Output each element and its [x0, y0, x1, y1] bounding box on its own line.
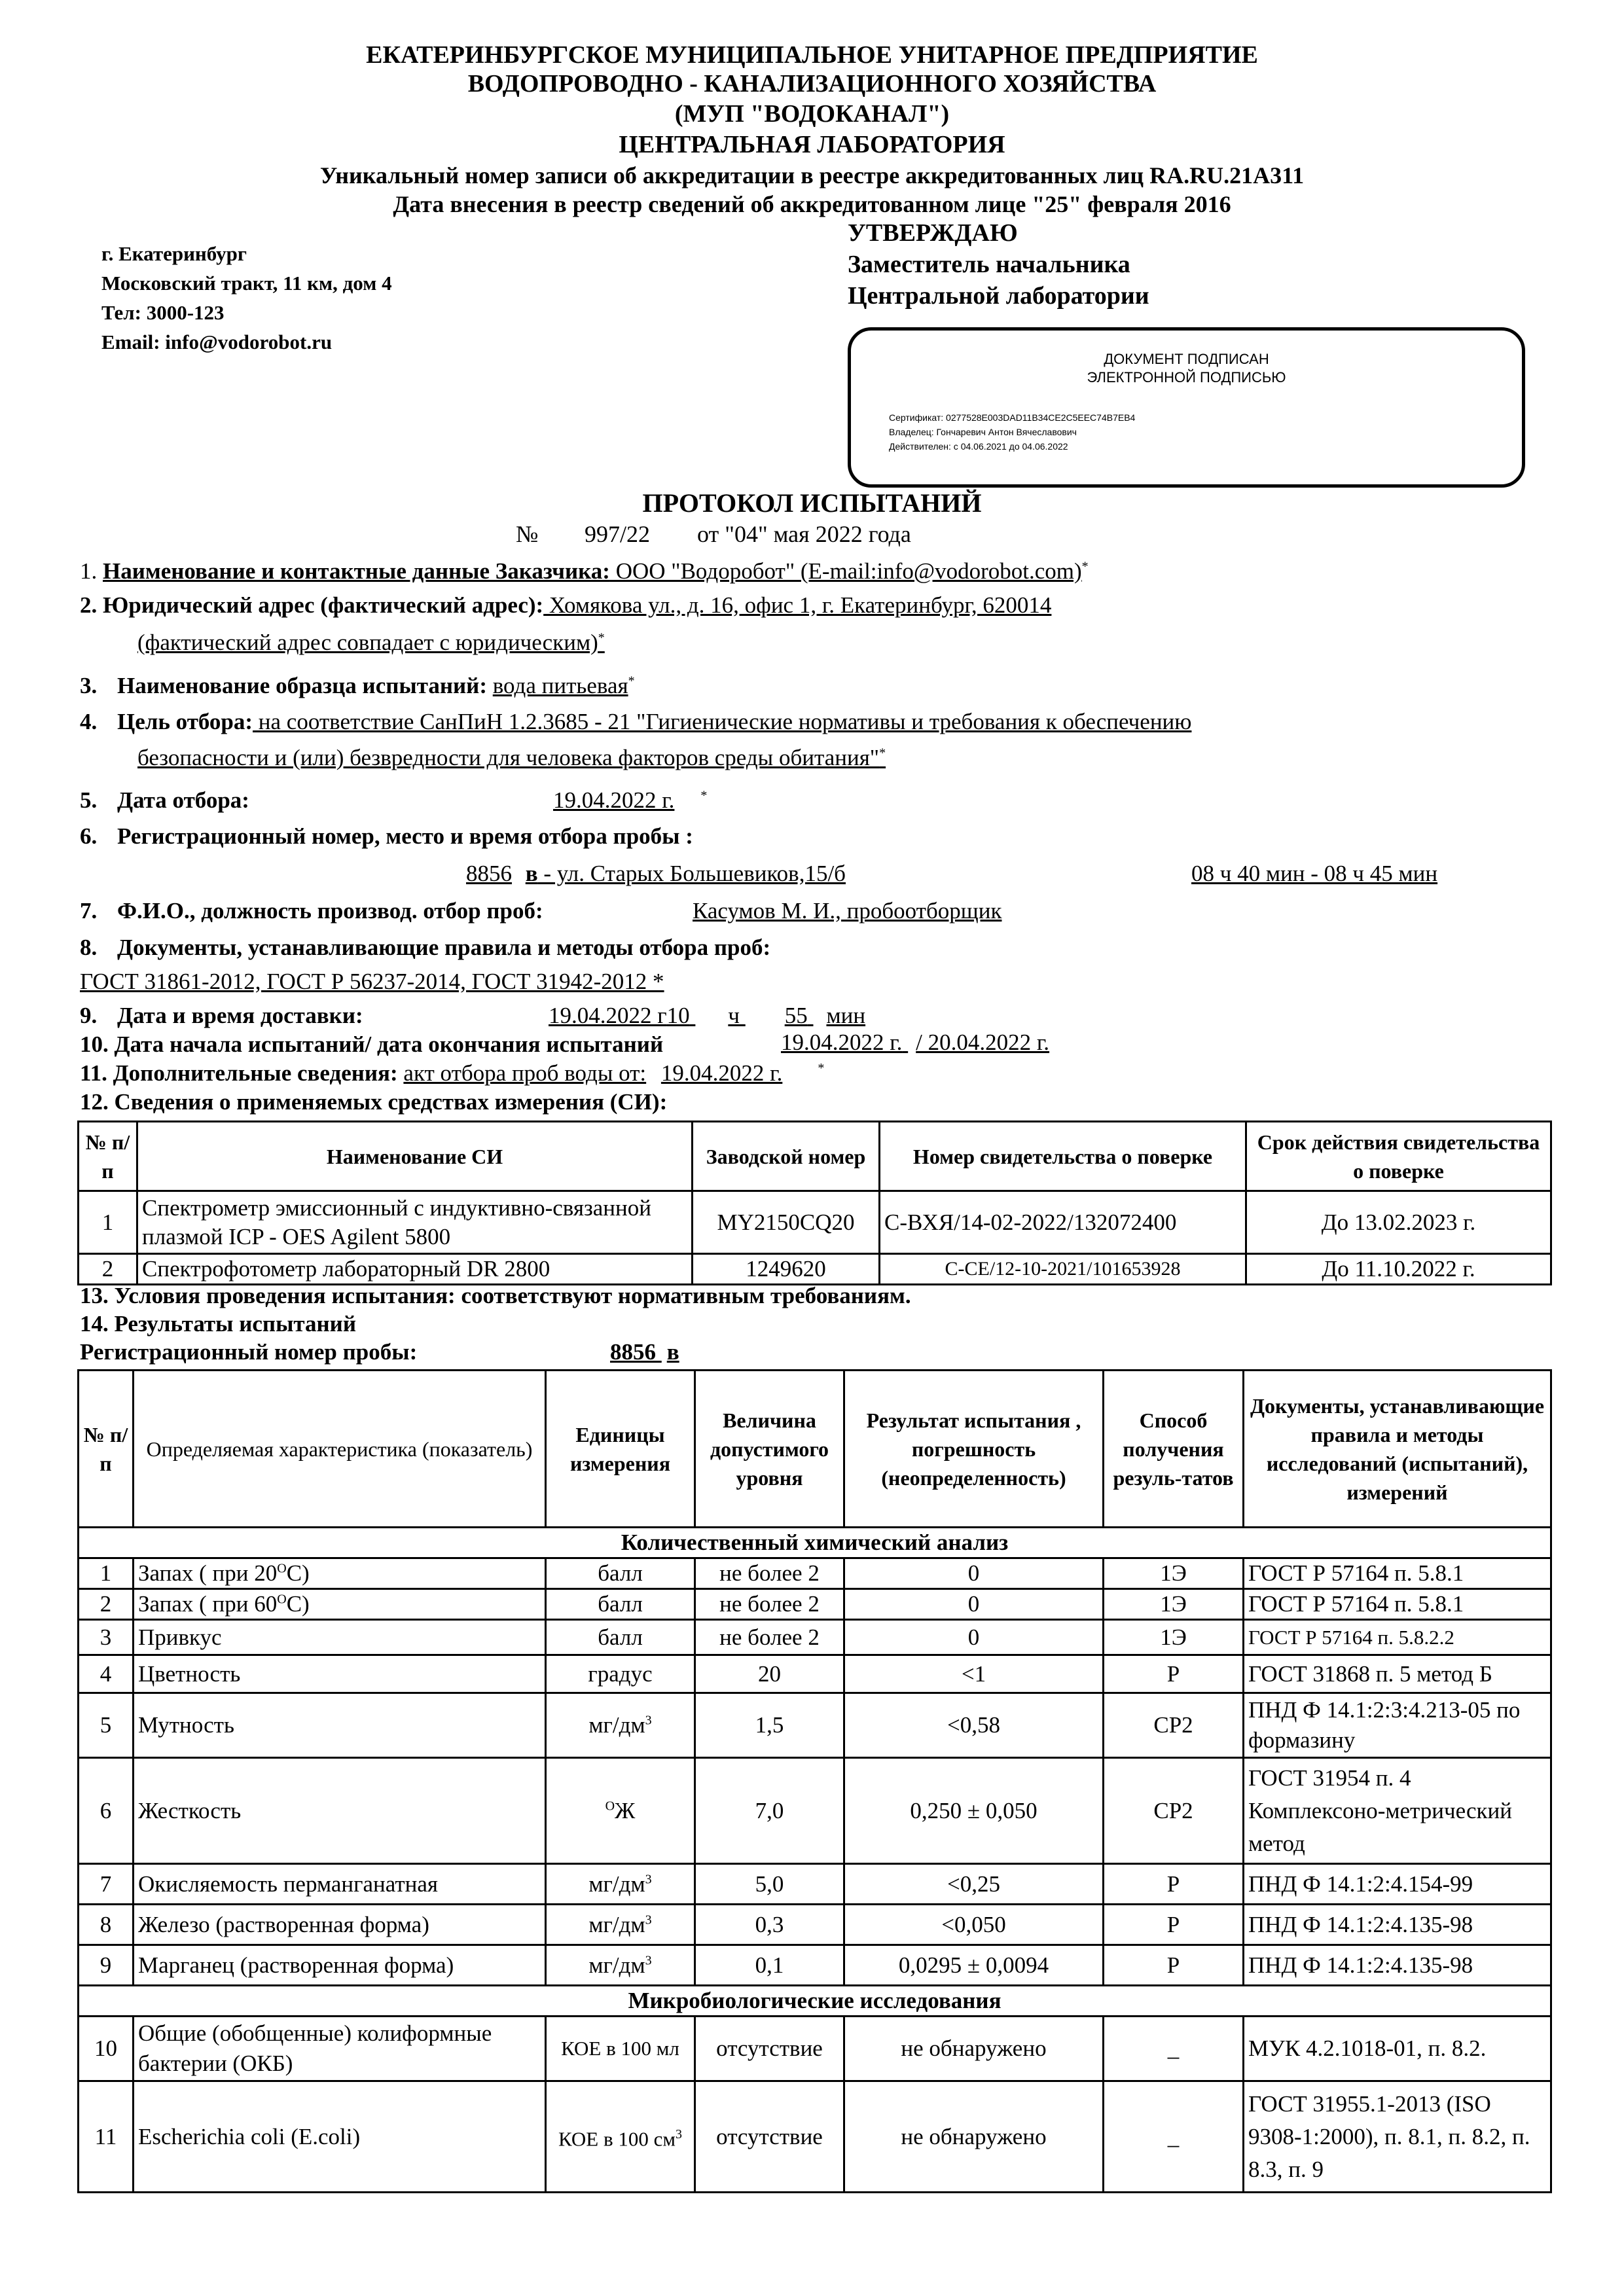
item-10-label: Дата начала испытаний/ дата окончания испытаний	[114, 1031, 664, 1057]
e-signature-stamp	[848, 327, 1525, 488]
item-11-num: 11.	[80, 1060, 107, 1086]
si-table	[77, 1121, 1552, 1285]
res-cell-result: <0,25	[844, 1864, 1104, 1905]
res-cell-method: СР2	[1104, 1758, 1244, 1864]
item-1-label: Наименование и контактные данные Заказчика:	[103, 558, 610, 584]
item-4-value2: безопасности и (или) безвредности для человека факторов среды обитания"	[137, 745, 880, 770]
res-cell-method: СР2	[1104, 1693, 1244, 1758]
item-10-values	[781, 1030, 1049, 1056]
results-header-row	[79, 1371, 1551, 1528]
res-cell-doc: ГОСТ 31955.1-2013 (ISO 9308-1:2000), п. 8.1, п. 8.2, п. 8.3, п. 9	[1244, 2081, 1551, 2193]
res-cell-method: Р	[1104, 1864, 1244, 1905]
results-table	[77, 1369, 1552, 2193]
res-cell-unit: балл	[546, 1620, 695, 1655]
res-cell-unit	[546, 2081, 695, 2193]
res-cell-limit: 5,0	[695, 1864, 844, 1905]
res-cell-method: Р	[1104, 1655, 1244, 1693]
table-row	[79, 1558, 1551, 1589]
item-5-value: 19.04.2022 г.	[553, 787, 675, 813]
address-city: г. Екатеринбург	[101, 242, 247, 265]
si-header-row	[79, 1122, 1551, 1191]
res-col-method: Способ получения резуль-татов	[1104, 1371, 1244, 1528]
unit-sup: 3	[645, 1713, 652, 1728]
res-cell-method: 1Э	[1104, 1620, 1244, 1655]
si-col-serial: Заводской номер	[693, 1122, 880, 1191]
item-1-value: ООО "Водоробот" (E-mail:info@vodorobot.com)	[609, 558, 1082, 584]
res-cell-num: 1	[79, 1558, 134, 1589]
item-9-minute-unit: мин	[826, 1003, 866, 1028]
item-5-num: 5.	[80, 787, 98, 813]
res-cell-result: 0	[844, 1558, 1104, 1589]
si-cell: MY2150CQ20	[693, 1191, 880, 1254]
res-cell-result: 0,0295 ± 0,0094	[844, 1945, 1104, 1986]
accreditation-date: Дата внесения в реестр сведений об аккредитованном лице "25" февраля 2016	[393, 191, 1231, 217]
res-cell-limit: не более 2	[695, 1558, 844, 1589]
item-1-star: *	[1081, 559, 1089, 574]
res-cell-limit: 20	[695, 1655, 844, 1693]
reg-label: Регистрационный номер пробы:	[80, 1339, 418, 1365]
unit-text: мг/дм	[588, 1712, 645, 1738]
res-cell-doc: ГОСТ Р 57164 п. 5.8.1	[1244, 1558, 1551, 1589]
res-cell-doc: ГОСТ 31954 п. 4 Комплексоно-метрический метод	[1244, 1758, 1551, 1864]
res-cell-limit: не более 2	[695, 1589, 844, 1620]
stamp-line2: ЭЛЕКТРОННОЙ ПОДПИСЬЮ	[1087, 369, 1286, 386]
si-col-cert: Номер свидетельства о поверке	[880, 1122, 1246, 1191]
res-cell-unit: балл	[546, 1558, 695, 1589]
section-row	[79, 1986, 1551, 2017]
res-col-result: Результат испытания , погрешность (неопределенность)	[844, 1371, 1104, 1528]
degree-sup: O	[277, 1561, 287, 1576]
address-phone: Тел: 3000-123	[101, 301, 225, 324]
item-9	[80, 1003, 363, 1029]
item-4-value: на соответствие СанПиН 1.2.3685 - 21 "Гигиенические нормативы и требования к обеспечению	[253, 709, 1192, 734]
item-4-star: *	[879, 745, 886, 761]
table-row	[79, 2017, 1551, 2081]
res-name-suffix: С)	[286, 1591, 310, 1617]
item-4-cont	[85, 745, 886, 771]
item-2-value: Хомякова ул., д. 16, офис 1, г. Екатеринбург, 620014	[543, 592, 1052, 618]
table-row	[79, 1620, 1551, 1655]
res-col-docs: Документы, устанавливающие правила и методы исследований (испытаний), измерений	[1244, 1371, 1551, 1528]
degree-sup: O	[277, 1592, 287, 1607]
res-cell-limit: 7,0	[695, 1758, 844, 1864]
approve-role1: Заместитель начальника	[848, 251, 1130, 278]
res-cell-name: Привкус	[134, 1620, 546, 1655]
res-cell-result: <1	[844, 1655, 1104, 1693]
item-9-num: 9.	[80, 1003, 98, 1028]
item-4	[80, 709, 1191, 735]
address-street: Московский тракт, 11 км, дом 4	[101, 272, 392, 295]
item-10-num: 10.	[80, 1031, 109, 1057]
table-row	[79, 1191, 1551, 1254]
item-9-date: 19.04.2022 г	[549, 1003, 667, 1028]
res-cell-method: 1Э	[1104, 1589, 1244, 1620]
item-9-hour: 10	[666, 1003, 690, 1028]
item-6-values	[466, 861, 865, 887]
res-cell-unit	[546, 1945, 695, 1986]
item-8-value: ГОСТ 31861-2012, ГОСТ Р 56237-2014, ГОСТ 31942-2012 *	[80, 969, 664, 994]
item-5-label: Дата отбора:	[117, 787, 249, 813]
res-cell-name	[134, 1558, 546, 1589]
item-2-note: (фактический адрес совпадает с юридическим)	[137, 630, 598, 655]
protocol-date: от "04" мая 2022 года	[697, 521, 911, 547]
res-cell-num: 11	[79, 2081, 134, 2193]
org-name-line2: ВОДОПРОВОДНО - КАНАЛИЗАЦИОННОГО ХОЗЯЙСТВА	[467, 70, 1157, 98]
item-7-label: Ф.И.О., должность производ. отбор проб:	[117, 898, 543, 924]
si-cell: С-СЕ/12-10-2021/101653928	[880, 1254, 1246, 1285]
res-cell-num: 5	[79, 1693, 134, 1758]
item-9-label: Дата и время доставки:	[117, 1003, 363, 1028]
res-cell-doc: ПНД Ф 14.1:2:4.135-98	[1244, 1945, 1551, 1986]
accreditation-number: Уникальный номер записи об аккредитации в реестре аккредитованных лиц RA.RU.21А311	[319, 162, 1305, 188]
si-cell: 2	[79, 1254, 137, 1285]
item-13: 13. Условия проведения испытания: соответствуют нормативным требованиям.	[80, 1283, 911, 1308]
res-cell-num: 7	[79, 1864, 134, 1905]
res-cell-name: Мутность	[134, 1693, 546, 1758]
item-5	[80, 787, 249, 814]
approve-title: УТВЕРЖДАЮ	[848, 219, 1018, 247]
res-cell-name: Цветность	[134, 1655, 546, 1693]
unit-text: мг/дм	[588, 1911, 645, 1937]
org-name-line3: (МУП "ВОДОКАНАЛ")	[674, 100, 950, 128]
table-row	[79, 1693, 1551, 1758]
item-6-num: 6.	[80, 823, 98, 849]
reg-number-row	[80, 1339, 417, 1365]
table-row	[79, 1945, 1551, 1986]
table-row	[79, 2081, 1551, 2193]
si-cell: Спектрофотометр лабораторный DR 2800	[137, 1254, 693, 1285]
res-cell-result: <0,58	[844, 1693, 1104, 1758]
item-10-end: / 20.04.2022 г.	[916, 1030, 1050, 1055]
res-cell-result: не обнаружено	[844, 2081, 1104, 2193]
res-cell-method: Р	[1104, 1945, 1244, 1986]
item-1-num: 1.	[80, 558, 98, 584]
protocol-number: 997/22	[585, 521, 651, 547]
res-cell-method: _	[1104, 2017, 1244, 2081]
res-col-num: № п/п	[79, 1371, 134, 1528]
res-name-suffix: С)	[286, 1560, 310, 1586]
unit-sup: 3	[676, 2126, 682, 2142]
table-row	[79, 1864, 1551, 1905]
res-cell-unit	[546, 1758, 695, 1864]
unit-text: мг/дм	[588, 1952, 645, 1978]
table-row	[79, 1758, 1551, 1864]
res-cell-num: 2	[79, 1589, 134, 1620]
si-cell: 1	[79, 1191, 137, 1254]
item-2-note-row	[85, 630, 605, 656]
item-6-suffix: в	[525, 861, 538, 886]
res-cell-name: Марганец (растворенная форма)	[134, 1945, 546, 1986]
item-5-star: *	[700, 788, 708, 803]
res-cell-num: 3	[79, 1620, 134, 1655]
si-col-num: № п/п	[79, 1122, 137, 1191]
item-3-num: 3.	[80, 673, 98, 698]
res-cell-name: Общие (обобщенные) колиформные бактерии (ОКБ)	[134, 2017, 546, 2081]
item-6-reg: 8856	[466, 861, 512, 886]
res-cell-num: 4	[79, 1655, 134, 1693]
org-name-line1: ЕКАТЕРИНБУРГСКОЕ МУНИЦИПАЛЬНОЕ УНИТАРНОЕ ПРЕДПРИЯТИЕ	[366, 41, 1258, 69]
res-cell-limit: 0,3	[695, 1905, 844, 1945]
item-8-num: 8.	[80, 935, 98, 960]
item-7-value: Касумов М. И., пробоотборщик	[693, 898, 1002, 924]
item-4-label: Цель отбора:	[117, 709, 253, 734]
si-col-name: Наименование СИ	[137, 1122, 693, 1191]
item-4-num: 4.	[80, 709, 98, 734]
res-cell-result: 0	[844, 1589, 1104, 1620]
table-row	[79, 1655, 1551, 1693]
item-8	[80, 935, 770, 961]
res-cell-doc: ГОСТ Р 57164 п. 5.8.2.2	[1244, 1620, 1551, 1655]
item-10-start: 19.04.2022 г.	[781, 1030, 903, 1055]
section-micro: Микробиологические исследования	[79, 1986, 1551, 2017]
res-cell-doc: ПНД Ф 14.1:2:4.135-98	[1244, 1905, 1551, 1945]
table-row	[79, 1254, 1551, 1285]
res-cell-num: 8	[79, 1905, 134, 1945]
unit-text: мг/дм	[588, 1871, 645, 1897]
reg-number-values	[610, 1339, 679, 1365]
item-11-star: *	[818, 1061, 825, 1076]
unit-text: Ж	[615, 1797, 636, 1823]
stamp-valid: Действителен: с 04.06.2021 до 04.06.2022	[889, 441, 1068, 452]
item-9-minute: 55	[784, 1003, 808, 1028]
res-col-limit: Величина допустимого уровня	[695, 1371, 844, 1528]
reg-value: 8856	[610, 1339, 656, 1365]
res-cell-unit	[546, 1693, 695, 1758]
res-name-text: Запах ( при 60	[138, 1591, 278, 1617]
res-cell-unit: КОЕ в 100 мл	[546, 2017, 695, 2081]
res-cell-name: Escherichia coli (E.coli)	[134, 2081, 546, 2193]
item-3	[80, 673, 635, 699]
item-12: 12. Сведения о применяемых средствах измерения (СИ):	[80, 1089, 668, 1115]
res-name-text: Запах ( при 20	[138, 1560, 278, 1586]
res-col-characteristic: Определяемая характеристика (показатель)	[134, 1371, 546, 1528]
degree-sup: O	[605, 1798, 615, 1813]
item-3-star: *	[628, 673, 635, 689]
section-chemical: Количественный химический анализ	[79, 1528, 1551, 1558]
item-10	[80, 1031, 663, 1058]
address-block	[101, 239, 392, 357]
si-cell: С-ВХЯ/14-02-2022/132072400	[880, 1191, 1246, 1254]
si-col-valid: Срок действия свидетельства о поверке	[1246, 1122, 1551, 1191]
res-cell-name	[134, 1589, 546, 1620]
res-cell-result: <0,050	[844, 1905, 1104, 1945]
item-11-label: Дополнительные сведения:	[113, 1060, 398, 1086]
res-cell-num: 6	[79, 1758, 134, 1864]
unit-sup: 3	[645, 1871, 652, 1886]
item-11	[80, 1060, 824, 1086]
res-cell-limit: 1,5	[695, 1693, 844, 1758]
item-5-value-row	[553, 787, 707, 814]
stamp-owner: Владелец: Гончаревич Антон Вячеславович	[889, 427, 1077, 437]
item-6-time: 08 ч 40 мин - 08 ч 45 мин	[1191, 861, 1438, 886]
res-cell-doc: ПНД Ф 14.1:2:4.154-99	[1244, 1864, 1551, 1905]
lab-name: ЦЕНТРАЛЬНАЯ ЛАБОРАТОРИЯ	[619, 131, 1005, 158]
item-11-value: акт отбора проб воды от:	[403, 1060, 647, 1086]
res-col-units: Единицы измерения	[546, 1371, 695, 1528]
res-cell-result: 0,250 ± 0,050	[844, 1758, 1104, 1864]
item-8-label: Документы, устанавливающие правила и методы отбора проб:	[117, 935, 771, 960]
item-2-label: Юридический адрес (фактический адрес):	[103, 592, 544, 618]
approve-block	[848, 217, 1149, 312]
res-cell-num: 9	[79, 1945, 134, 1986]
res-cell-doc: ГОСТ Р 57164 п. 5.8.1	[1244, 1589, 1551, 1620]
unit-sup: 3	[645, 1952, 652, 1967]
res-cell-limit: отсутствие	[695, 2017, 844, 2081]
res-cell-limit: отсутствие	[695, 2081, 844, 2193]
reg-suffix: в	[666, 1339, 679, 1365]
unit-sup: 3	[645, 1912, 652, 1927]
res-cell-unit: балл	[546, 1589, 695, 1620]
item-11-date: 19.04.2022 г.	[660, 1060, 783, 1086]
item-3-label: Наименование образца испытаний:	[117, 673, 487, 698]
item-2-num: 2.	[80, 592, 98, 618]
item-6-label: Регистрационный номер, место и время отбора пробы :	[117, 823, 693, 849]
si-cell: 1249620	[693, 1254, 880, 1285]
approve-role2: Центральной лаборатории	[848, 282, 1149, 310]
res-cell-name: Окисляемость перманганатная	[134, 1864, 546, 1905]
item-7-num: 7.	[80, 898, 98, 924]
item-9-values	[549, 1003, 865, 1029]
res-cell-result: 0	[844, 1620, 1104, 1655]
item-3-value: вода питьевая	[492, 673, 628, 698]
protocol-no-label: №	[516, 521, 539, 547]
res-cell-unit: градус	[546, 1655, 695, 1693]
protocol-title: ПРОТОКОЛ ИСПЫТАНИЙ	[642, 488, 982, 518]
si-cell: До 13.02.2023 г.	[1246, 1191, 1551, 1254]
res-cell-doc: ПНД Ф 14.1:2:3:4.213-05 по формазину	[1244, 1693, 1551, 1758]
res-cell-doc: ГОСТ 31868 п. 5 метод Б	[1244, 1655, 1551, 1693]
res-cell-num: 10	[79, 2017, 134, 2081]
item-6-place: - ул. Старых Большевиков,15/б	[537, 861, 846, 886]
section-row	[79, 1528, 1551, 1558]
item-9-hour-unit: ч	[728, 1003, 740, 1028]
stamp-cert: Сертификат: 0277528E003DAD11B34CE2C5EEC74B7EB4	[889, 412, 1136, 423]
stamp-line1: ДОКУМЕНТ ПОДПИСАН	[1104, 351, 1269, 367]
item-2	[80, 592, 1051, 619]
res-cell-limit: 0,1	[695, 1945, 844, 1986]
res-cell-method: 1Э	[1104, 1558, 1244, 1589]
res-cell-name: Железо (растворенная форма)	[134, 1905, 546, 1945]
res-cell-name: Жесткость	[134, 1758, 546, 1864]
res-cell-unit	[546, 1864, 695, 1905]
item-6	[80, 823, 693, 850]
res-cell-method: Р	[1104, 1905, 1244, 1945]
res-cell-limit: не более 2	[695, 1620, 844, 1655]
item-14: 14. Результаты испытаний	[80, 1311, 357, 1336]
item-1	[80, 558, 1089, 584]
si-cell: До 11.10.2022 г.	[1246, 1254, 1551, 1285]
address-email: Email: info@vodorobot.ru	[101, 331, 333, 353]
table-row	[79, 1589, 1551, 1620]
res-cell-method: _	[1104, 2081, 1244, 2193]
res-cell-result: не обнаружено	[844, 2017, 1104, 2081]
res-cell-doc: МУК 4.2.1018-01, п. 8.2.	[1244, 2017, 1551, 2081]
item-7	[80, 898, 543, 924]
unit-text: КОЕ в 100 см	[558, 2127, 676, 2151]
res-cell-unit	[546, 1905, 695, 1945]
table-row	[79, 1905, 1551, 1945]
item-2-star: *	[598, 630, 605, 645]
si-cell: Спектрометр эмиссионный с индуктивно-связанной плазмой ICP - OES Agilent 5800	[137, 1191, 693, 1254]
